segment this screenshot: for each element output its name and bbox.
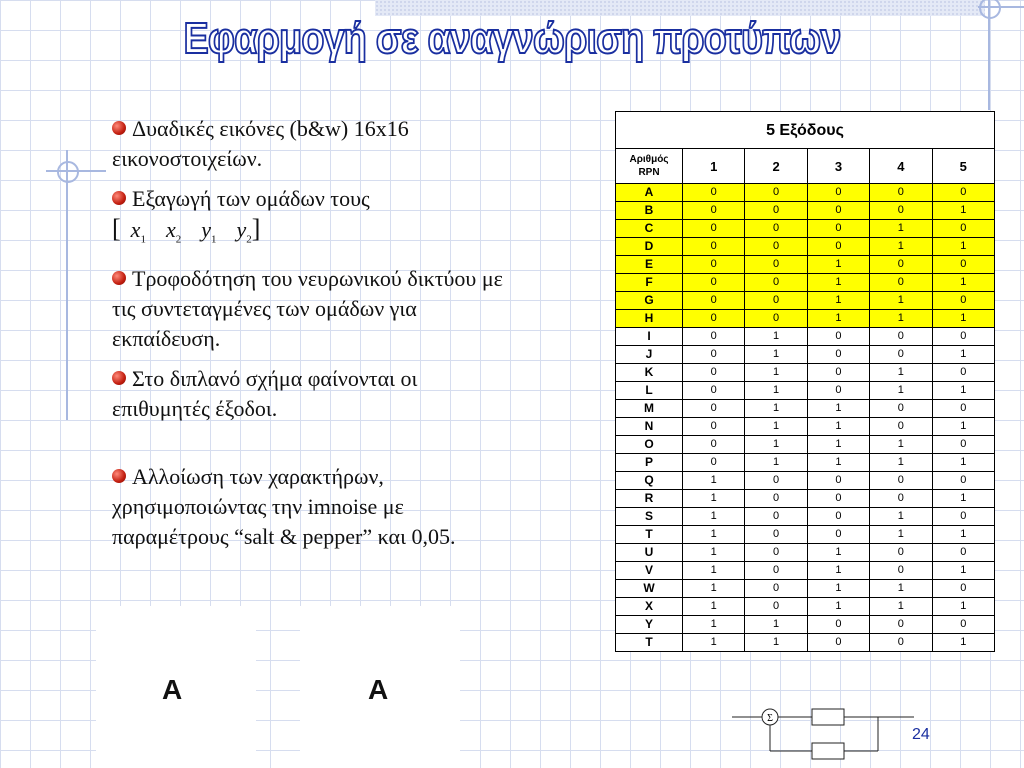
slide-number: 24 [912, 726, 930, 743]
bullet-item [112, 264, 512, 354]
bullet-text: Τροφοδότηση του νευρωνικού δικτύου με τις συντεταγμένες των ομάδων για εκπαίδευση. [112, 266, 503, 352]
table-row [616, 292, 995, 310]
output-cell: 1 [807, 454, 869, 472]
row-letter: T [616, 634, 683, 652]
output-cell: 1 [807, 256, 869, 274]
clean-glyph-image [96, 606, 256, 768]
output-cell: 1 [870, 580, 932, 598]
output-cell: 0 [745, 202, 807, 220]
output-cell: 1 [870, 436, 932, 454]
output-cell: 1 [932, 238, 994, 256]
table-row [616, 400, 995, 418]
noisy-glyph-image [300, 606, 460, 768]
decor-circle-icon [57, 161, 79, 183]
decor-vertical-line-left [66, 150, 68, 420]
output-cell: 1 [870, 364, 932, 382]
output-cell: 0 [932, 328, 994, 346]
row-letter: C [616, 220, 683, 238]
output-cell: 1 [807, 274, 869, 292]
output-cell: 0 [683, 220, 745, 238]
row-letter: M [616, 400, 683, 418]
bullet-icon [112, 121, 126, 135]
output-cell: 0 [745, 274, 807, 292]
bullet-text: Αλλοίωση των χαρακτήρων, χρησιμοποιώντας την imnoise με παραμέτρους “salt & pepper” και 0,05. [112, 464, 456, 550]
output-cell: 1 [683, 490, 745, 508]
output-cell: 0 [683, 202, 745, 220]
output-cell: 0 [932, 256, 994, 274]
output-cell: 0 [870, 256, 932, 274]
bullet-text: Δυαδικές εικόνες (b&w) 16x16 εικονοστοιχείων. [112, 116, 409, 171]
row-letter: S [616, 508, 683, 526]
row-letter: W [616, 580, 683, 598]
row-letter: R [616, 490, 683, 508]
summing-symbol: Σ [767, 713, 773, 724]
bullet-icon [112, 371, 126, 385]
output-cell: 0 [745, 580, 807, 598]
output-cell: 0 [807, 328, 869, 346]
slide-title: Εφαρμογή σε αναγνώριση προτύπων [183, 14, 841, 63]
row-letter: N [616, 418, 683, 436]
column-header: 5 [932, 149, 994, 184]
table-row [616, 526, 995, 544]
output-cell: 0 [870, 418, 932, 436]
row-letter: Y [616, 616, 683, 634]
output-cell: 1 [745, 418, 807, 436]
output-cell: 0 [807, 184, 869, 202]
table-row [616, 328, 995, 346]
output-cell: 1 [870, 508, 932, 526]
table-row [616, 382, 995, 400]
output-cell: 1 [932, 346, 994, 364]
row-letter: J [616, 346, 683, 364]
output-cell: 0 [683, 364, 745, 382]
vector-element: $y_2$ [236, 217, 252, 246]
row-letter: F [616, 274, 683, 292]
output-cell: 1 [745, 400, 807, 418]
bullet-list [112, 114, 512, 562]
table-row [616, 274, 995, 292]
output-cell: 0 [870, 184, 932, 202]
table-row [616, 490, 995, 508]
row-letter: I [616, 328, 683, 346]
output-cell: 0 [870, 490, 932, 508]
output-cell: 0 [683, 382, 745, 400]
output-cell: 0 [870, 634, 932, 652]
output-cell: 0 [870, 328, 932, 346]
table-row [616, 364, 995, 382]
output-cell: 1 [745, 436, 807, 454]
vector-open-bracket: [ [112, 214, 121, 243]
bullet-item [112, 114, 512, 174]
output-cell: 0 [745, 220, 807, 238]
output-cell: 0 [932, 184, 994, 202]
output-cell: 1 [870, 382, 932, 400]
glyph-noisy: A [368, 674, 389, 705]
row-letter: K [616, 364, 683, 382]
output-cell: 0 [932, 364, 994, 382]
output-cell: 0 [807, 526, 869, 544]
output-cell: 1 [807, 292, 869, 310]
table-row [616, 418, 995, 436]
output-cell: 0 [807, 490, 869, 508]
output-cell: 0 [932, 580, 994, 598]
output-cell: 1 [807, 562, 869, 580]
output-cell: 0 [683, 238, 745, 256]
table-row [616, 202, 995, 220]
output-cell: 1 [807, 310, 869, 328]
table-row [616, 580, 995, 598]
output-cell: 0 [932, 292, 994, 310]
output-cell: 0 [683, 274, 745, 292]
output-cell: 1 [683, 526, 745, 544]
output-cell: 1 [870, 238, 932, 256]
row-letter: G [616, 292, 683, 310]
output-cell: 0 [870, 472, 932, 490]
output-cell: 0 [807, 202, 869, 220]
output-cell: 1 [870, 310, 932, 328]
bullet-text: Στο διπλανό σχήμα φαίνονται οι επιθυμητές έξοδοι. [112, 366, 418, 422]
table-row [616, 598, 995, 616]
vector-element: $x_1$ [130, 217, 146, 246]
output-cell: 0 [683, 418, 745, 436]
table-row [616, 436, 995, 454]
output-cell: 0 [683, 400, 745, 418]
output-cell: 1 [683, 634, 745, 652]
vector-close-bracket: ] [251, 214, 261, 243]
output-cell: 1 [745, 328, 807, 346]
output-cell: 1 [807, 598, 869, 616]
output-cell: 1 [807, 544, 869, 562]
output-cell: 0 [745, 310, 807, 328]
output-cell: 1 [932, 418, 994, 436]
row-letter: T [616, 526, 683, 544]
row-letter: H [616, 310, 683, 328]
output-cell: 1 [932, 634, 994, 652]
output-cell: 0 [932, 400, 994, 418]
feedback-block-diagram [724, 700, 924, 768]
row-letter: L [616, 382, 683, 400]
bullet-text: Εξαγωγή των ομάδων τους [132, 186, 370, 211]
diagram-block [812, 709, 844, 725]
row-letter: P [616, 454, 683, 472]
output-cell: 1 [932, 310, 994, 328]
output-cell: 0 [807, 220, 869, 238]
output-cell: 0 [745, 472, 807, 490]
table-row [616, 562, 995, 580]
table-row [616, 184, 995, 202]
output-cell: 0 [745, 544, 807, 562]
output-cell: 1 [932, 526, 994, 544]
output-cell: 0 [683, 256, 745, 274]
output-cell: 1 [683, 580, 745, 598]
output-cell: 1 [807, 400, 869, 418]
glyph-clean: A [162, 674, 183, 705]
output-cell: 0 [932, 472, 994, 490]
output-cell: 1 [870, 598, 932, 616]
table-row [616, 544, 995, 562]
table-column-headers [616, 149, 995, 184]
output-cell: 1 [807, 436, 869, 454]
output-cell: 1 [745, 364, 807, 382]
row-letter: O [616, 436, 683, 454]
row-letter: V [616, 562, 683, 580]
output-cell: 0 [870, 400, 932, 418]
output-cell: 0 [745, 184, 807, 202]
output-cell: 0 [683, 454, 745, 472]
output-cell: 0 [745, 490, 807, 508]
output-cell: 0 [807, 238, 869, 256]
bullet-icon [112, 271, 126, 285]
output-cell: 0 [745, 238, 807, 256]
output-cell: 0 [683, 436, 745, 454]
output-cell: 0 [745, 562, 807, 580]
output-cell: 0 [870, 274, 932, 292]
output-cell: 0 [683, 328, 745, 346]
bullet-item [112, 184, 512, 254]
column-header: 4 [870, 149, 932, 184]
table-row [616, 616, 995, 634]
decor-circle-right-icon [979, 0, 1001, 19]
output-cell: 1 [683, 508, 745, 526]
table-row [616, 508, 995, 526]
output-cell: 0 [932, 220, 994, 238]
output-cell: 1 [870, 220, 932, 238]
coordinate-vector [112, 214, 261, 246]
table-row [616, 472, 995, 490]
output-cell: 0 [932, 616, 994, 634]
output-cell: 0 [745, 292, 807, 310]
row-letter: E [616, 256, 683, 274]
output-cell: 0 [683, 184, 745, 202]
output-cell: 1 [870, 526, 932, 544]
table-row [616, 346, 995, 364]
row-letter: D [616, 238, 683, 256]
bullet-item [112, 364, 512, 424]
output-cell: 1 [932, 562, 994, 580]
output-cell: 1 [932, 274, 994, 292]
bullet-icon [112, 469, 126, 483]
output-cell: 0 [807, 508, 869, 526]
output-cell: 1 [870, 292, 932, 310]
output-cell: 0 [932, 508, 994, 526]
output-cell: 1 [932, 490, 994, 508]
output-cell: 0 [745, 256, 807, 274]
column-header: 2 [745, 149, 807, 184]
table-row [616, 256, 995, 274]
output-cell: 0 [870, 346, 932, 364]
output-cell: 0 [870, 616, 932, 634]
row-letter: A [616, 184, 683, 202]
row-letter: U [616, 544, 683, 562]
output-cell: 1 [807, 580, 869, 598]
column-header: 1 [683, 149, 745, 184]
output-cell: 1 [932, 454, 994, 472]
output-cell: 1 [932, 598, 994, 616]
output-cell: 0 [932, 436, 994, 454]
output-cell: 1 [683, 472, 745, 490]
table-row [616, 238, 995, 256]
bullet-icon [112, 191, 126, 205]
output-cell: 1 [807, 418, 869, 436]
output-cell: 0 [807, 634, 869, 652]
output-cell: 1 [870, 454, 932, 472]
output-cell: 0 [683, 346, 745, 364]
table-row [616, 310, 995, 328]
output-cell: 0 [807, 616, 869, 634]
output-cell: 1 [683, 544, 745, 562]
bullet-item [112, 462, 512, 552]
output-cell: 0 [745, 526, 807, 544]
output-cell: 0 [807, 382, 869, 400]
output-cell: 1 [932, 202, 994, 220]
output-cell: 0 [870, 562, 932, 580]
output-table [615, 111, 995, 652]
output-cell: 1 [683, 562, 745, 580]
output-cell: 1 [745, 634, 807, 652]
output-cell: 0 [745, 598, 807, 616]
output-cell: 0 [745, 508, 807, 526]
row-letter: X [616, 598, 683, 616]
output-cell: 1 [745, 616, 807, 634]
output-cell: 1 [745, 382, 807, 400]
output-cell: 1 [745, 346, 807, 364]
rpn-column-header: Αριθμός RPN [616, 149, 683, 184]
table-row [616, 454, 995, 472]
output-cell: 0 [807, 346, 869, 364]
output-cell: 1 [683, 598, 745, 616]
table-header: 5 Εξόδους [616, 112, 995, 149]
vector-element: $x_2$ [165, 217, 182, 246]
output-cell: 0 [932, 544, 994, 562]
output-cell: 0 [807, 364, 869, 382]
table-row [616, 634, 995, 652]
output-cell: 0 [683, 310, 745, 328]
output-cell: 0 [870, 202, 932, 220]
output-cell: 0 [807, 472, 869, 490]
output-cell: 1 [745, 454, 807, 472]
output-cell: 0 [683, 292, 745, 310]
output-cell: 0 [870, 544, 932, 562]
row-letter: Q [616, 472, 683, 490]
vector-element: $y_1$ [201, 217, 217, 246]
output-cell: 1 [683, 616, 745, 634]
table-row [616, 220, 995, 238]
row-letter: B [616, 202, 683, 220]
diagram-feedback-block [812, 743, 844, 759]
output-cell: 1 [932, 382, 994, 400]
column-header: 3 [807, 149, 869, 184]
